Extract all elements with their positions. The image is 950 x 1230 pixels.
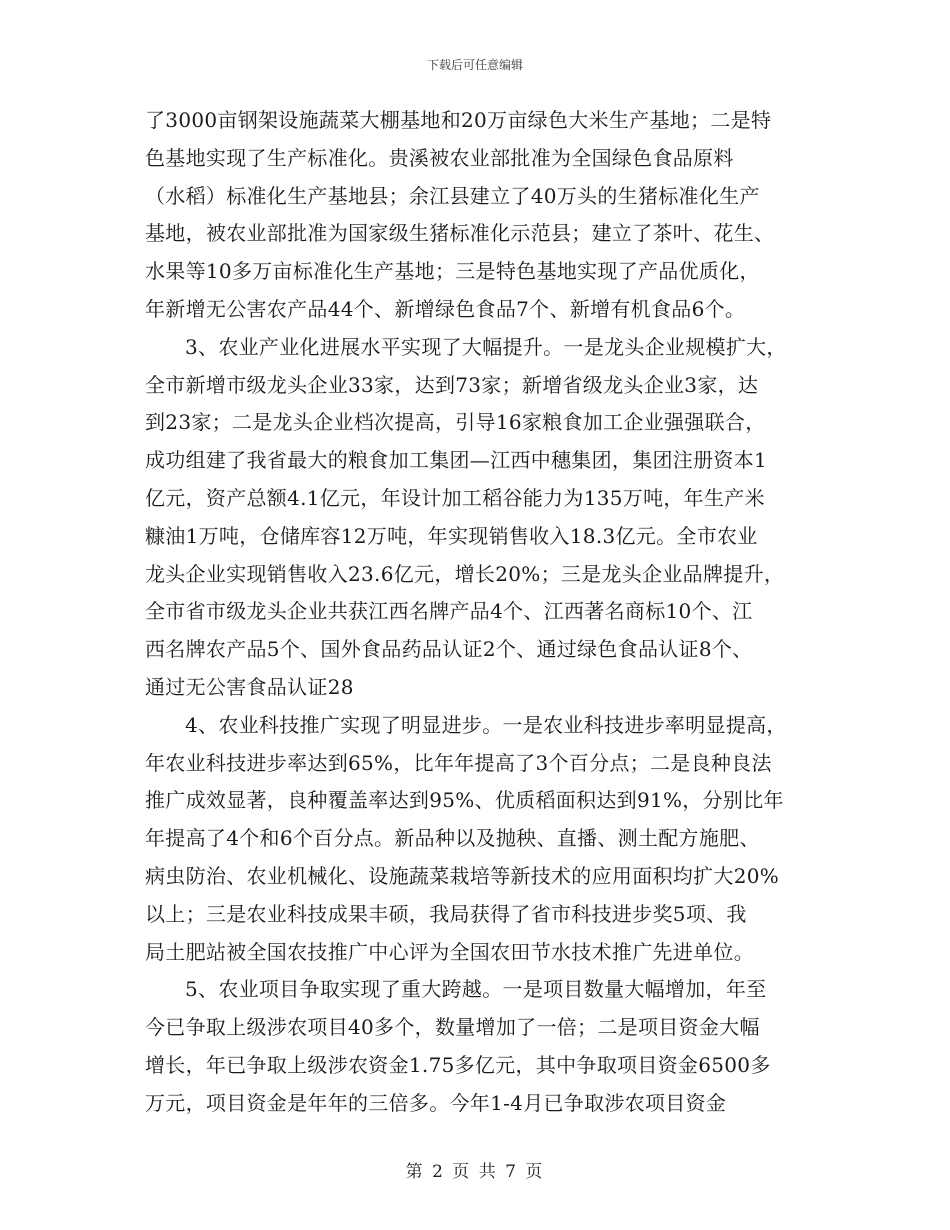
text-line: 全市省市级龙头企业共获江西名牌产品4个、江西著名商标10个、江 xyxy=(145,599,753,624)
text-line: 龙头企业实现销售收入23.6亿元，增长20%；三是龙头企业品牌提升， xyxy=(145,561,785,586)
text-line: 万元，项目资金是年年的三倍多。今年1-4月已争取涉农项目资金 xyxy=(145,1090,727,1115)
paragraph-start-line: 3、农业产业化进展水平实现了大幅提升。一是龙头企业规模扩大， xyxy=(185,334,787,359)
text-line: 西名牌农产品5个、国外食品药品认证2个、通过绿色食品认证8个、 xyxy=(145,637,753,662)
text-line: 基地，被农业部批准为国家级生猪标准化示范县；建立了茶叶、花生、 xyxy=(145,221,775,246)
text-line: （水稻）标准化生产基地县；余江县建立了40万头的生猪标准化生产 xyxy=(145,183,760,208)
text-line: 年农业科技进步率达到65%，比年年提高了3个百分点；二是良种良法 xyxy=(145,750,772,775)
text-line: 亿元，资产总额4.1亿元，年设计加工稻谷能力为135万吨，年生产米 xyxy=(145,485,765,510)
text-line: 病虫防治、农业机械化、设施蔬菜栽培等新技术的应用面积均扩大20% xyxy=(145,863,780,888)
text-line: 全市新增市级龙头企业33家，达到73家；新增省级龙头企业3家，达 xyxy=(145,372,759,397)
text-line: 增长，年已争取上级涉农资金1.75多亿元，其中争取项目资金6500多 xyxy=(145,1052,771,1077)
text-line: 以上；三是农业科技成果丰硕，我局获得了省市科技进步奖5项、我 xyxy=(145,901,747,926)
paragraph-start-line: 4、农业科技推广实现了明显进步。一是农业科技进步率明显提高， xyxy=(185,712,787,737)
text-line: 糠油1万吨，仓储库容12万吨，年实现销售收入18.3亿元。全市农业 xyxy=(145,523,758,548)
text-line: 推广成效显著，良种覆盖率达到95%、优质稻面积达到91%，分别比年 xyxy=(145,788,784,813)
paragraph-start-line: 5、农业项目争取实现了重大跨越。一是项目数量大幅增加，年至 xyxy=(185,977,767,1002)
text-line: 今已争取上级涉农项目40多个，数量增加了一倍；二是项目资金大幅 xyxy=(145,1015,760,1040)
page-number: 第 2 页 共 7 页 xyxy=(405,1162,545,1182)
text-line: 水果等10多万亩标准化生产基地；三是特色基地实现了产品优质化， xyxy=(145,259,760,284)
text-line: 通过无公害食品认证28 xyxy=(145,674,354,699)
page-header-note: 下载后可任意编辑 xyxy=(426,58,523,72)
text-line: 色基地实现了生产标准化。贵溪被农业部批准为全国绿色食品原料 xyxy=(145,145,734,170)
text-line: 了3000亩钢架设施蔬菜大棚基地和20万亩绿色大米生产基地；二是特 xyxy=(145,108,772,132)
text-line: 成功组建了我省最大的粮食加工集团—江西中穗集团，集团注册资本1 xyxy=(145,448,768,473)
text-line: 年提高了4个和6个百分点。新品种以及抛秧、直播、测土配方施肥、 xyxy=(145,826,760,851)
text-line: 到23家；二是龙头企业档次提高，引导16家粮食加工企业强强联合， xyxy=(145,410,766,435)
document-body xyxy=(145,102,815,1123)
text-line: 局土肥站被全国农技推广中心评为全国农田节水技术推广先进单位。 xyxy=(145,939,754,964)
text-line: 年新增无公害农产品44个、新增绿色食品7个、新增有机食品6个。 xyxy=(145,296,746,321)
